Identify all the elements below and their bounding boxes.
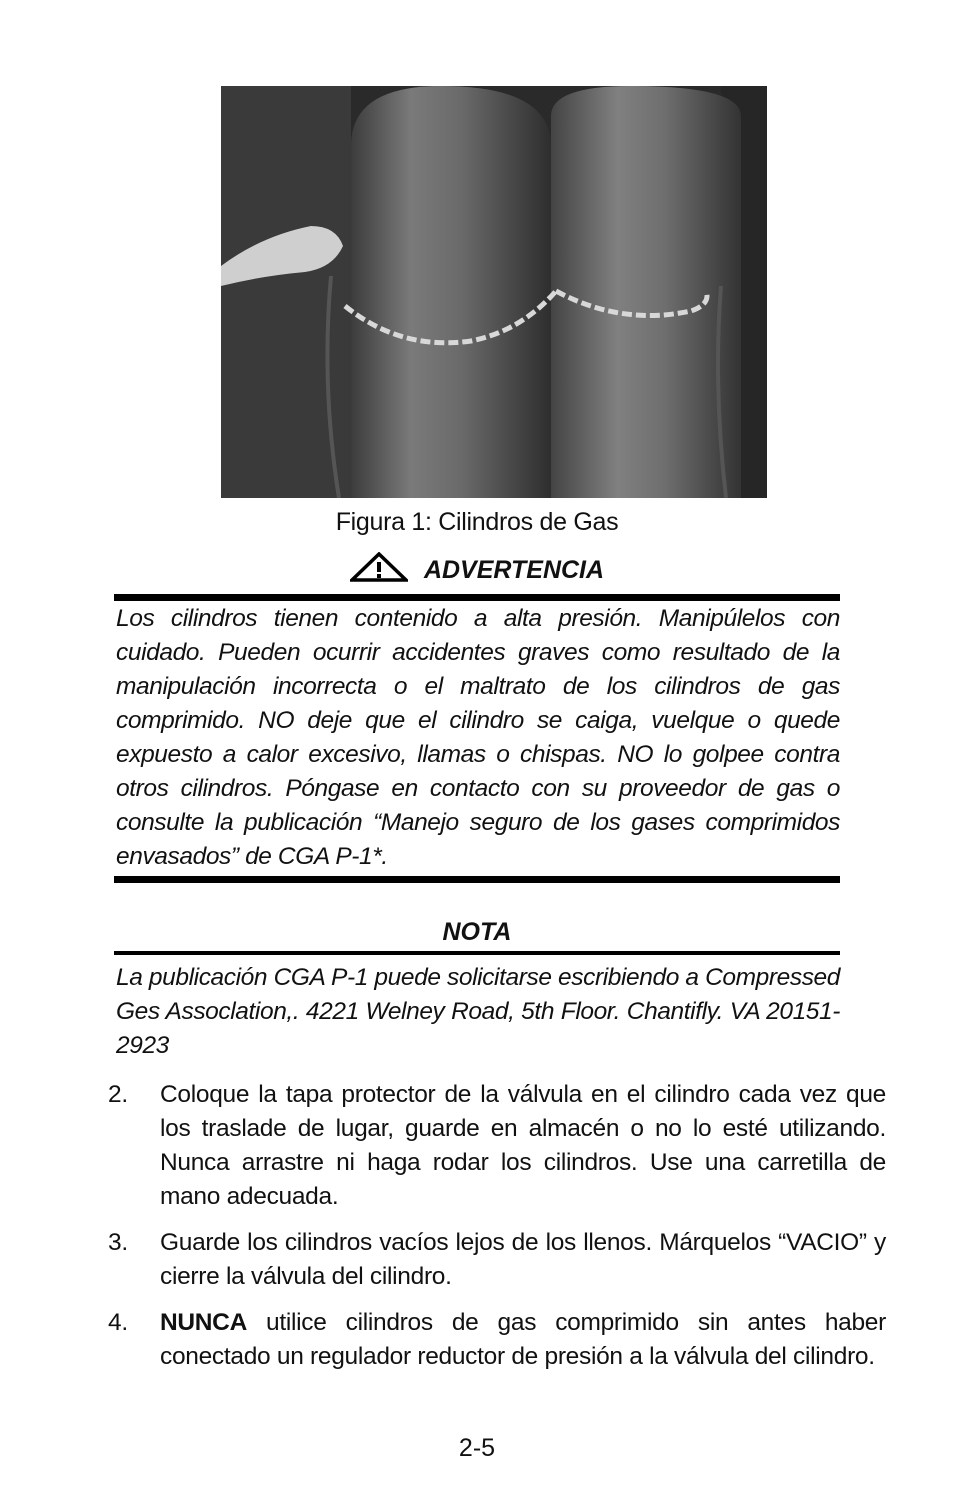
warning-text: Los cilindros tienen contenido a alta presión. Manipúlelos con cuidado. Pueden ocurrir accidentes graves como resultado de la manipulación incorrecta o el maltrato de los cilindros de gas comprimido. NO deje que el cilindro se caiga, vuelque o quede expuesto a calor excesivo, llamas o chispas. NO lo golpee contra otros cilindros. Póngase en contacto con su proveedor de gas o consulte la publicación “Manejo seguro de los gases comprimidos envasados” de CGA P-1*. [116,605,840,870]
warning-bottom-rule [114,876,840,883]
list-item-emphasis: NUNCA [160,1309,247,1336]
page-number: 2-5 [458,1434,496,1462]
warning-title: ADVERTENCIA [423,556,605,584]
list-item-text: Coloque la tapa protector de la válvula en el cilindro cada vez que los traslade de lugar, guarde en almacén o no lo esté utilizando. Nunca arrastre ni haga rodar los cilindros. Use una carretilla de mano adecuada. [160,1081,886,1210]
warning-top-rule [114,594,840,601]
list-item-text: utilice cilindros de gas comprimido sin antes haber conectado un regulador reductor de presión a la válvula del cilindro. [160,1309,886,1370]
list-item-number: 4. [108,1309,128,1336]
list-item [108,1306,886,1374]
note-rule [114,951,840,955]
note-text: La publicación CGA P-1 puede solicitarse escribiendo a Compressed Ges Assoclation,. 4221 Welney Road, 5th Floor. Chantifly. VA 20151-2923 [116,964,840,1059]
list-item [108,1226,886,1294]
note-title: NOTA [442,918,512,946]
gas-cylinders-photo [221,86,767,498]
list-item-number: 3. [108,1229,128,1256]
warning-heading [0,552,954,589]
list-item-text: Guarde los cilindros vacíos lejos de los llenos. Márquelos “VACIO” y cierre la válvula del cilindro. [160,1229,886,1290]
figure-caption: Figura 1: Cilindros de Gas [335,508,619,536]
warning-triangle-icon [350,552,408,589]
list-item-number: 2. [108,1081,128,1108]
list-item [108,1078,886,1214]
instruction-list [108,1078,886,1386]
